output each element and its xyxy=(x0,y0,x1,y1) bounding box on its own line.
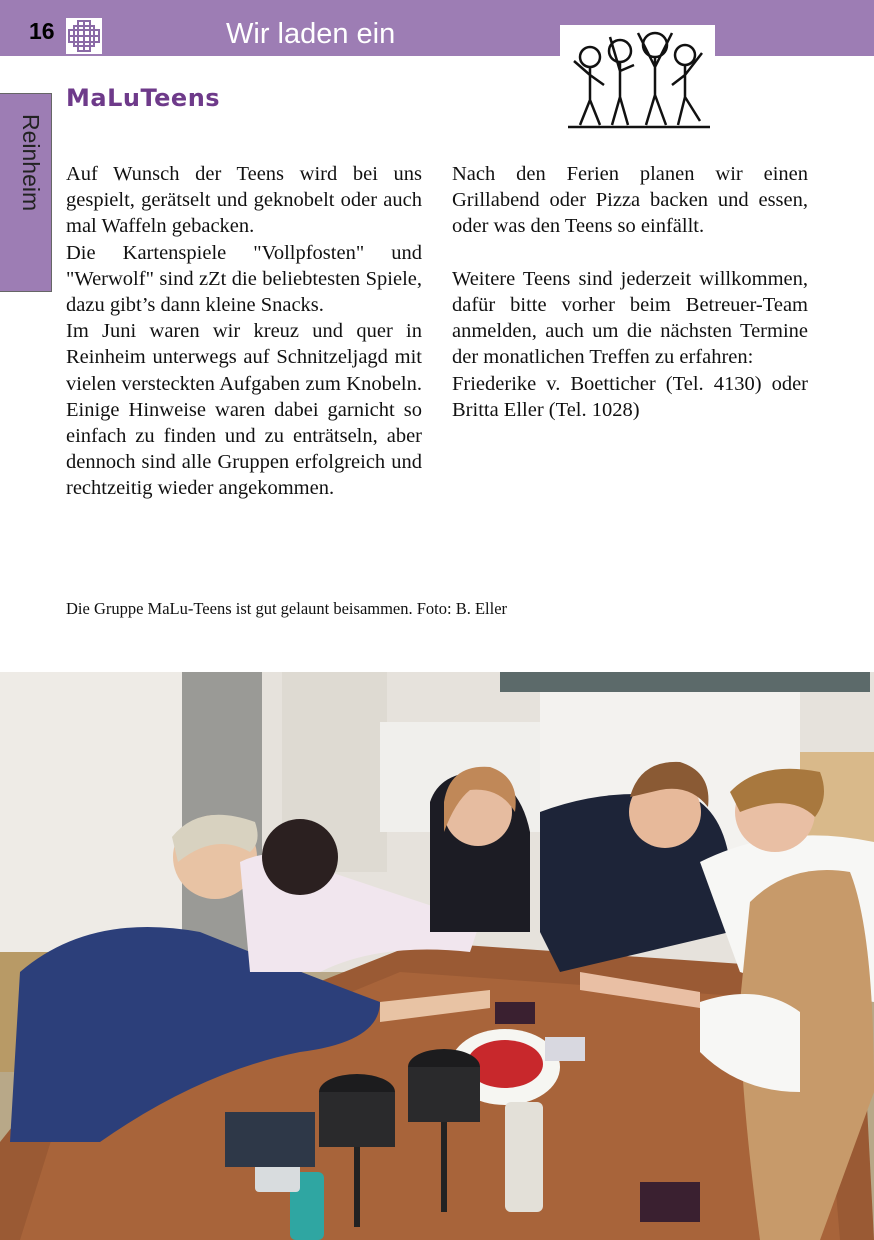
article-left-column xyxy=(66,161,422,502)
paragraph: Weitere Teens sind jederzeit willkommen, dafür bitte vorher beim Betreuer-Team anmelden, auch um die nächsten Termine der monatlichen Treffen zu erfahren: xyxy=(452,267,808,369)
paragraph: Auf Wunsch der Teens wird bei uns gespielt, gerätselt und geknobelt oder auch mal Waffeln gebacken. xyxy=(66,163,422,238)
group-photo xyxy=(0,672,874,1240)
paragraph: Im Juni waren wir kreuz und quer in Reinheim unterwegs auf Schnitzeljagd mit vielen versteckten Aufgaben zum Knobeln. Einige Hinweise waren dabei garnicht so einfach zu finden und zu enträtseln, aber dennoch sind alle Gruppen erfolgreich und rechtzeitig wieder angekommen. xyxy=(66,320,422,500)
page-number: 16 xyxy=(29,18,55,44)
header-title: Wir laden ein xyxy=(226,18,396,50)
paragraph: Friederike v. Boetticher (Tel. 4130) oder Britta Eller (Tel. 1028) xyxy=(452,372,808,421)
church-logo-icon xyxy=(66,18,102,54)
header-bar xyxy=(0,0,874,56)
paragraph: Nach den Ferien planen wir einen Grillabend oder Pizza backen und essen, oder was den Teens so einfällt. xyxy=(452,163,808,238)
side-tab-label: Reinheim xyxy=(18,114,44,212)
article-right-column xyxy=(452,161,808,423)
article-title: MaLuTeens xyxy=(66,84,221,112)
cheering-teens-illustration xyxy=(560,25,715,130)
paragraph: Die Kartenspiele "Vollpfosten" und "Werwolf" sind zZt die beliebtesten Spiele, dazu gibt’s dann kleine Snacks. xyxy=(66,241,422,317)
photo-caption: Die Gruppe MaLu-Teens ist gut gelaunt beisammen. Foto: B. Eller xyxy=(66,599,508,618)
